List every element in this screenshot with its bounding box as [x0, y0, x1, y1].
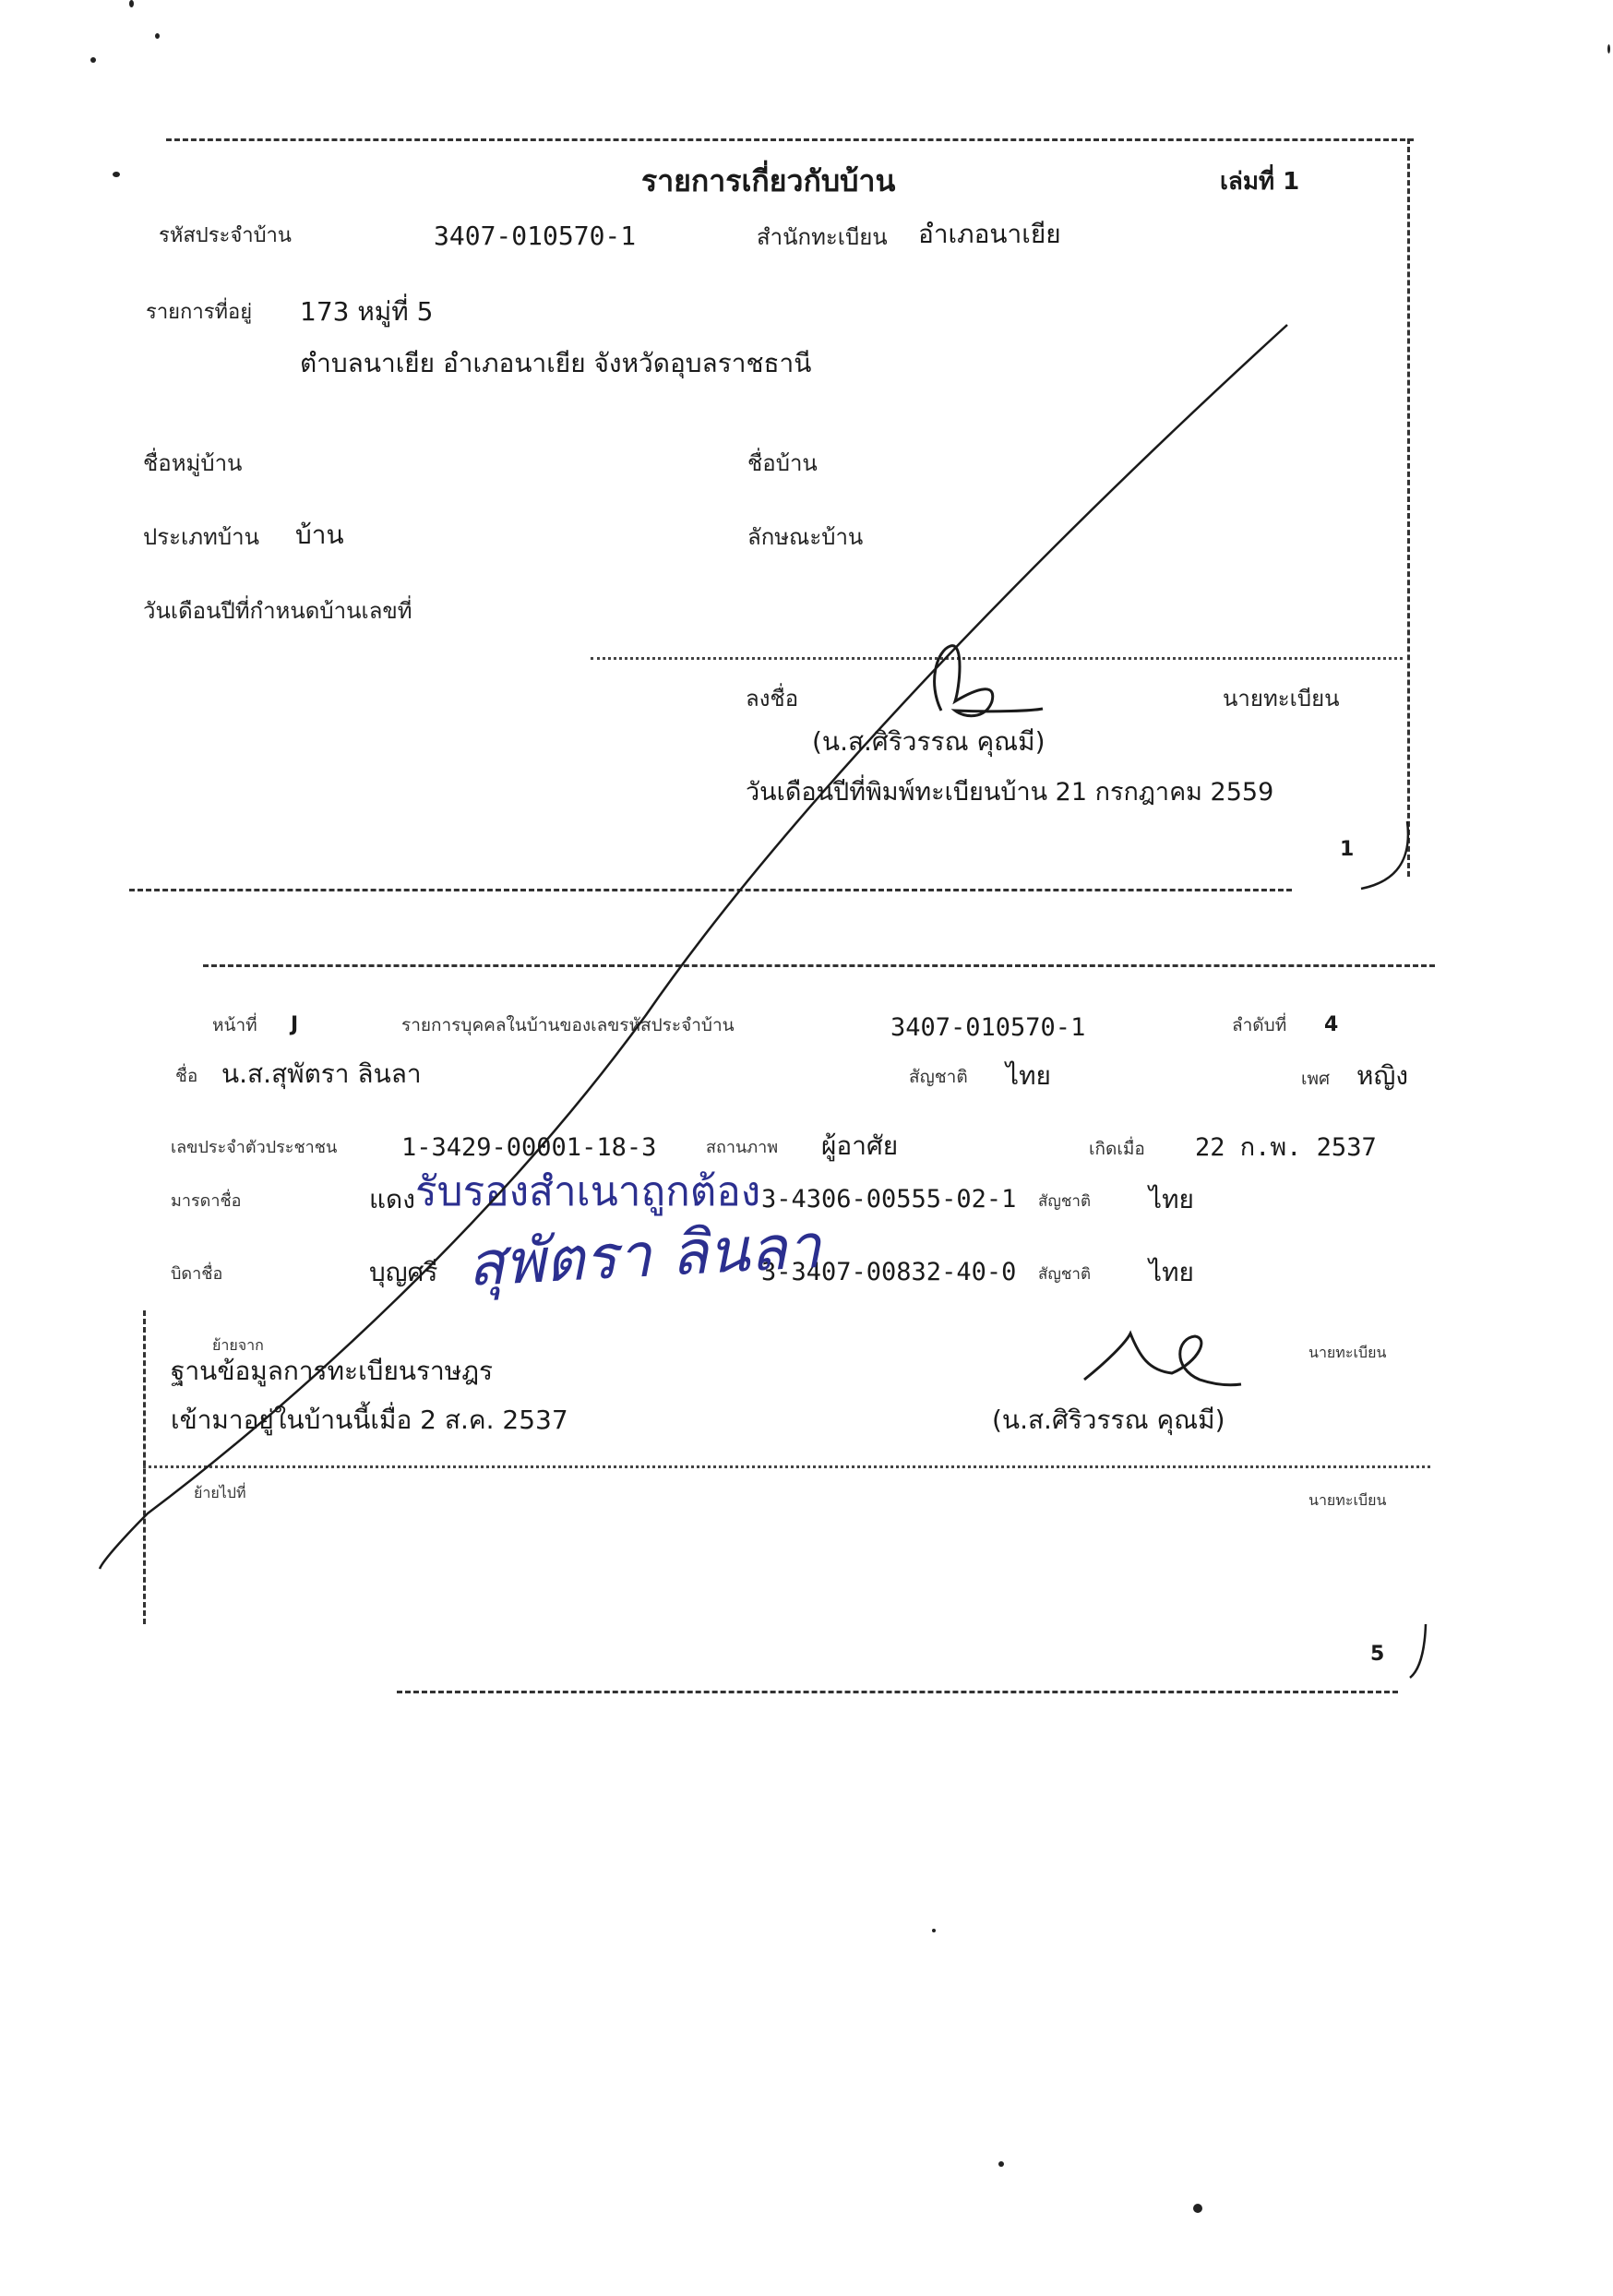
- date-assigned-label: วันเดือนปีที่กำหนดบ้านเลขที่: [143, 598, 412, 624]
- name-label: ชื่อ: [175, 1066, 198, 1086]
- address-line1: 173 หมู่ที่ 5: [300, 296, 434, 327]
- order-value: 4: [1324, 1013, 1339, 1036]
- house-code-value: 3407-010570-1: [434, 221, 637, 251]
- section2-registrar-label-bottom: นายทะเบียน: [1308, 1491, 1387, 1509]
- sex-label: เพศ: [1301, 1069, 1331, 1089]
- address-line2: ตำบลนาเยีย อำเภอนาเยีย จังหวัดอุบลราชธานี: [300, 348, 812, 378]
- id-label: เลขประจำตัวประชาชน: [171, 1138, 338, 1157]
- mother-nationality-label: สัญชาติ: [1038, 1192, 1091, 1211]
- registrar-label: นายทะเบียน: [1223, 686, 1340, 712]
- section2-page-number: 5: [1370, 1643, 1385, 1666]
- house-code-label: รหัสประจำบ้าน: [159, 224, 292, 247]
- registry-office-value: อำเภอนาเยีย: [918, 219, 1061, 249]
- father-nationality-value: ไทย: [1149, 1257, 1194, 1287]
- mother-label: มารดาชื่อ: [171, 1191, 242, 1211]
- speck: [998, 2161, 1004, 2167]
- book-number: เล่มที่ 1: [1220, 168, 1300, 196]
- id-value: 1-3429-00001-18-3: [401, 1133, 657, 1162]
- registrar-name: (น.ส.ศิริวรรณ คุณมี): [812, 726, 1045, 757]
- mother-nationality-value: ไทย: [1149, 1184, 1194, 1214]
- person-name: น.ส.สุพัตรา ลินลา: [221, 1058, 422, 1089]
- father-value: บุญศรี: [369, 1257, 438, 1287]
- section2-registrar-name: (น.ส.ศิริวรรณ คุณมี): [992, 1405, 1225, 1435]
- speck: [90, 57, 96, 63]
- sign-label: ลงชื่อ: [746, 686, 799, 712]
- certification-stamp: รับรองสำเนาถูกต้อง: [415, 1168, 761, 1215]
- house-character-label: ลักษณะบ้าน: [747, 524, 864, 550]
- section1-title: รายการเกี่ยวกับบ้าน: [641, 163, 896, 198]
- speck: [932, 1929, 936, 1932]
- nationality-value: ไทย: [1006, 1060, 1051, 1091]
- section1-right-bracket: [1361, 821, 1408, 889]
- nationality-label: สัญชาติ: [909, 1067, 968, 1087]
- house-type-value: บ้าน: [295, 520, 344, 550]
- status-value: ผู้อาศัย: [821, 1130, 899, 1161]
- father-id: 3-3407-00832-40-0: [761, 1258, 1017, 1286]
- father-label: บิดาชื่อ: [171, 1264, 223, 1284]
- certification-signature: สุพัตรา ลินลา: [465, 1210, 823, 1300]
- page-label: หน้าที่: [212, 1015, 257, 1035]
- address-label: รายการที่อยู่: [146, 301, 253, 324]
- sex-value: หญิง: [1356, 1060, 1408, 1091]
- mother-id: 3-4306-00555-02-1: [761, 1185, 1017, 1214]
- house-type-label: ประเภทบ้าน: [143, 524, 259, 550]
- village-name-label: ชื่อหมู่บ้าน: [143, 450, 243, 476]
- moved-from-value: ฐานข้อมูลการทะเบียนราษฎร: [171, 1356, 494, 1386]
- section2-right-bracket: [1410, 1624, 1426, 1678]
- print-date: วันเดือนปีที่พิมพ์ทะเบียนบ้าน 21 กรกฎาคม 2559: [746, 778, 1274, 807]
- registry-office-label: สำนักทะเบียน: [757, 224, 888, 250]
- father-nationality-label: สัญชาติ: [1038, 1265, 1091, 1284]
- house-name-label: ชื่อบ้าน: [747, 450, 818, 476]
- birth-label: เกิดเมื่อ: [1089, 1139, 1145, 1159]
- speck: [113, 172, 120, 177]
- speck: [129, 0, 134, 7]
- page-value: J: [291, 1013, 299, 1036]
- moved-to-label: ย้ายไปที่: [194, 1484, 246, 1501]
- section2-registrar-label-top: นายทะเบียน: [1308, 1344, 1387, 1361]
- section2-signature: [1084, 1333, 1241, 1385]
- moved-from-label: ย้ายจาก: [212, 1336, 264, 1354]
- section1-page-number: 1: [1340, 838, 1355, 861]
- section1-signature: [935, 646, 1043, 716]
- speck: [155, 33, 160, 39]
- section2-house-code: 3407-010570-1: [890, 1013, 1086, 1042]
- speck: [1193, 2204, 1202, 2213]
- birth-value: 22 ก.พ. 2537: [1195, 1133, 1377, 1162]
- moved-in-date: เข้ามาอยู่ในบ้านนี้เมื่อ 2 ส.ค. 2537: [171, 1405, 568, 1435]
- mother-value: แดง: [369, 1184, 415, 1214]
- status-label: สถานภาพ: [706, 1138, 779, 1157]
- persons-label: รายการบุคคลในบ้านของเลขรหัสประจำบ้าน: [401, 1015, 735, 1035]
- speck: [1607, 44, 1610, 54]
- diagonal-cross-line: [100, 325, 1287, 1569]
- order-label: ลำดับที่: [1232, 1015, 1287, 1035]
